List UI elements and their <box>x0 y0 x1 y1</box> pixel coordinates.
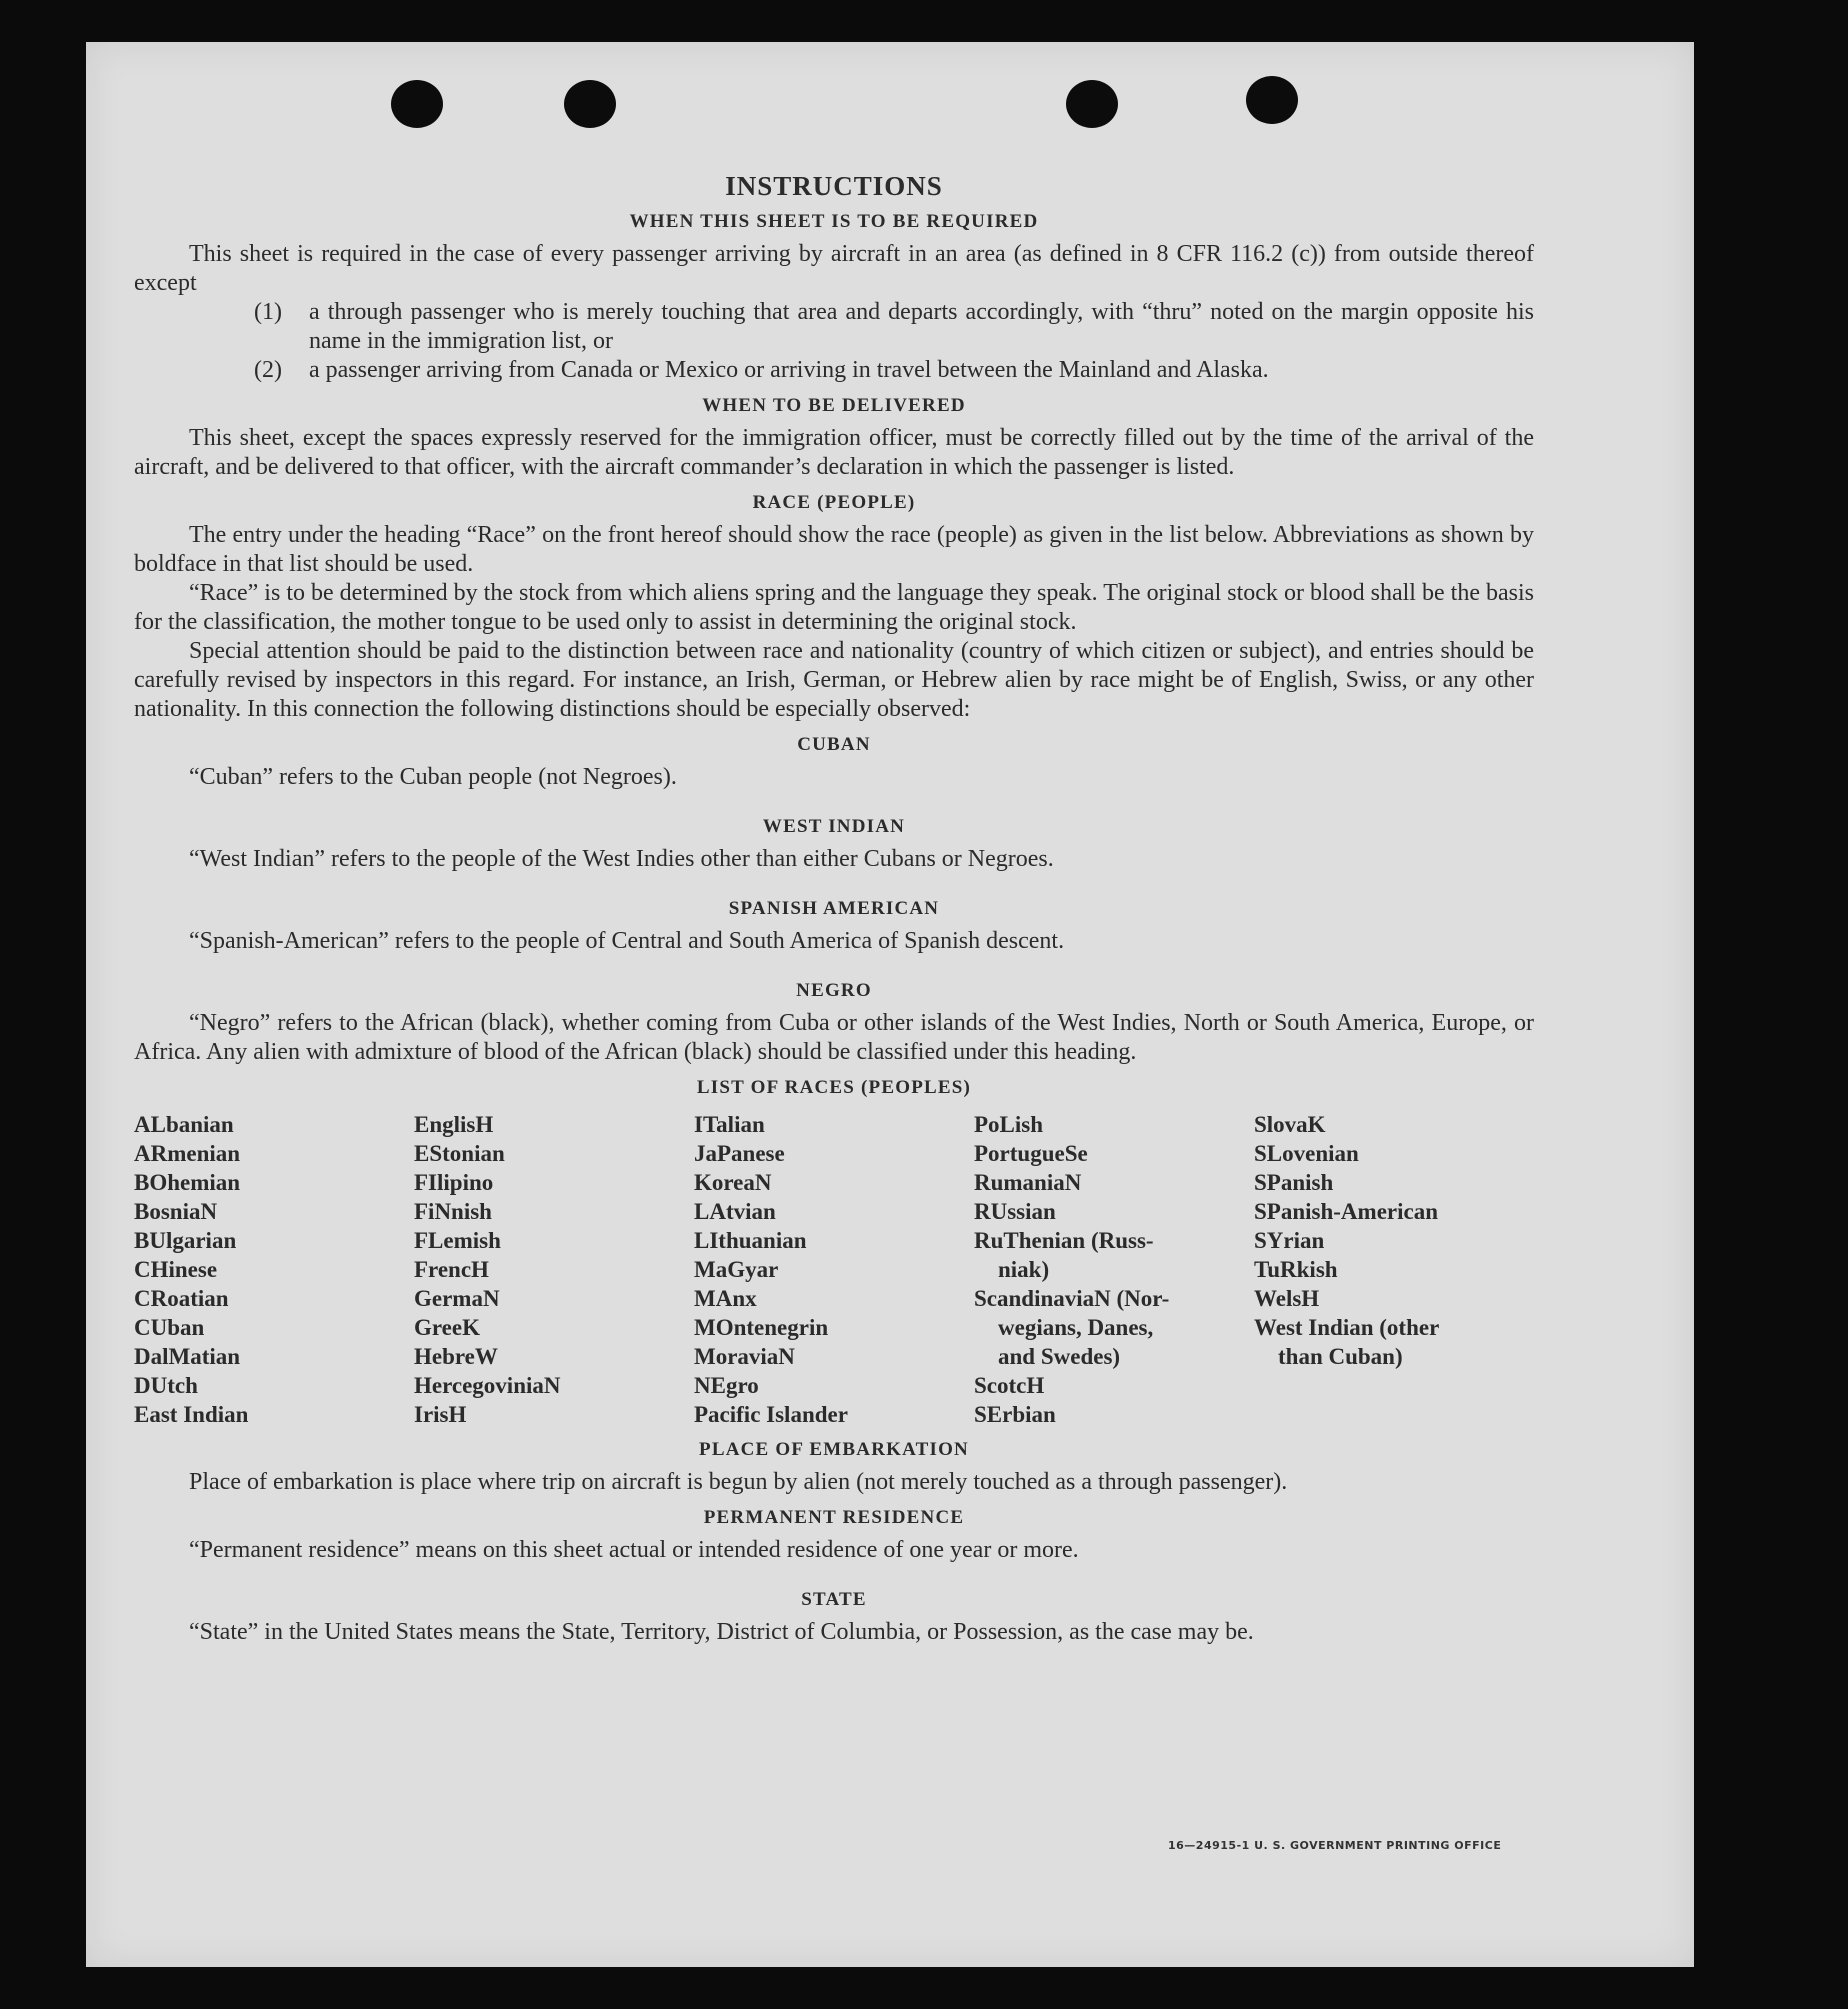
races-list <box>134 1110 1534 1429</box>
race-entry: MoraviaN <box>694 1344 795 1369</box>
race-entry-continuation: than Cuban) <box>1278 1344 1403 1369</box>
race-entry: ITalian <box>694 1112 765 1137</box>
punch-hole <box>1066 80 1118 128</box>
printing-office-code: 16—24915-1 U. S. GOVERNMENT PRINTING OFFICE <box>1168 1839 1502 1852</box>
race-entry: RumaniaN <box>974 1170 1082 1195</box>
race-entry: DUtch <box>134 1373 198 1398</box>
race-entry: TuRkish <box>1254 1257 1338 1282</box>
west-indian-text: “West Indian” refers to the people of the West Indies other than either Cubans or Negroes. <box>189 846 1054 872</box>
required-intro: This sheet is required in the case of every passenger arriving by aircraft in an area (as defined in 8 CFR 116.2 (c)) from outside thereof except <box>134 241 1534 296</box>
race-entry: FIlipino <box>414 1170 494 1195</box>
page-title: INSTRUCTIONS <box>725 171 943 201</box>
cuban-text: “Cuban” refers to the Cuban people (not Negroes). <box>189 764 677 790</box>
race-entry: CHinese <box>134 1257 218 1282</box>
race-entry: BOhemian <box>134 1170 241 1195</box>
state-text: “State” in the United States means the State, Territory, District of Columbia, or Possession, as the case may be. <box>189 1619 1254 1645</box>
race-entry-continuation: wegians, Danes, <box>998 1315 1154 1340</box>
race-entry: ARmenian <box>134 1141 241 1166</box>
section-heading-residence: PERMANENT RESIDENCE <box>703 1507 965 1528</box>
race-entry: ScandinaviaN (Nor- <box>974 1286 1170 1311</box>
punch-hole <box>1246 76 1298 124</box>
section-heading-embarkation: PLACE OF EMBARKATION <box>699 1439 969 1460</box>
races-column <box>1254 1110 1534 1429</box>
section-heading-cuban: CUBAN <box>797 734 871 755</box>
race-entry: KoreaN <box>694 1170 772 1195</box>
race-entry-continuation: niak) <box>998 1257 1050 1282</box>
race-entry: LIthuanian <box>694 1228 807 1253</box>
list-number: (1) <box>254 299 282 325</box>
section-heading-negro: NEGRO <box>796 980 872 1001</box>
race-entry: JaPanese <box>694 1141 785 1166</box>
race-entry: East Indian <box>134 1402 249 1427</box>
race-entry: FrencH <box>414 1257 489 1282</box>
race-entry: CUban <box>134 1315 205 1340</box>
race-entry: West Indian (other <box>1254 1315 1440 1340</box>
race-entry: FLemish <box>414 1228 501 1253</box>
race-entry: CRoatian <box>134 1286 229 1311</box>
required-exception-1 <box>254 298 1534 356</box>
punch-hole <box>391 80 443 128</box>
spanish-american-text: “Spanish-American” refers to the people of Central and South America of Spanish descent. <box>189 928 1065 954</box>
race-entry: PoLish <box>974 1112 1044 1137</box>
race-entry: IrisH <box>414 1402 467 1427</box>
race-entry: MAnx <box>694 1286 757 1311</box>
race-entry-continued <box>1254 1342 1534 1371</box>
race-entry: SLovenian <box>1254 1141 1359 1166</box>
race-paragraph-1: The entry under the heading “Race” on the front hereof should show the race (people) as given in the list below. Abbreviations as shown by boldface in that list should be used. <box>134 522 1534 577</box>
race-entry: SPanish <box>1254 1170 1334 1195</box>
section-heading-race: RACE (PEOPLE) <box>752 492 916 513</box>
document-page <box>86 42 1694 1967</box>
list-text: a through passenger who is merely touching that area and departs accordingly, with “thru” noted on the margin opposite his name in the immigration list, or <box>309 299 1534 354</box>
race-entry: WelsH <box>1254 1286 1320 1311</box>
race-entry: EStonian <box>414 1141 505 1166</box>
races-column <box>414 1110 694 1429</box>
races-column <box>974 1110 1254 1429</box>
race-entry: EnglisH <box>414 1112 494 1137</box>
race-entry: SPanish-American <box>1254 1199 1438 1224</box>
race-entry: BUlgarian <box>134 1228 237 1253</box>
race-entry: SErbian <box>974 1402 1056 1427</box>
residence-text: “Permanent residence” means on this sheet actual or intended residence of one year or more. <box>189 1537 1079 1563</box>
section-heading-required: WHEN THIS SHEET IS TO BE REQUIRED <box>629 211 1039 232</box>
race-entry: HebreW <box>414 1344 498 1369</box>
race-entry: ALbanian <box>134 1112 234 1137</box>
race-entry: RUssian <box>974 1199 1056 1224</box>
races-column <box>694 1110 974 1429</box>
race-entry: BosniaN <box>134 1199 218 1224</box>
section-heading-west-indian: WEST INDIAN <box>762 816 906 837</box>
instructions-content <box>134 172 1534 1647</box>
punch-hole <box>564 80 616 128</box>
section-heading-state: STATE <box>801 1589 867 1610</box>
race-entry-continued <box>974 1255 1254 1284</box>
race-entry: FiNnish <box>414 1199 492 1224</box>
race-entry: GermaN <box>414 1286 500 1311</box>
negro-text: “Negro” refers to the African (black), whether coming from Cuba or other islands of the West Indies, North or South America, Europe, or Africa. Any alien with admixture of blood of the African (black) should be classified under this heading. <box>134 1010 1534 1065</box>
race-entry: SlovaK <box>1254 1112 1326 1137</box>
race-entry: HercegoviniaN <box>414 1373 561 1398</box>
embarkation-text: Place of embarkation is place where trip on aircraft is begun by alien (not merely touched as a through passenger). <box>189 1469 1288 1495</box>
race-entry: GreeK <box>414 1315 480 1340</box>
race-entry: RuThenian (Russ- <box>974 1228 1154 1253</box>
race-entry-continued <box>974 1313 1254 1342</box>
list-number: (2) <box>254 357 282 383</box>
section-heading-spanish-american: SPANISH AMERICAN <box>728 898 940 919</box>
race-entry: Pacific Islander <box>694 1402 848 1427</box>
section-heading-delivered: WHEN TO BE DELIVERED <box>702 395 966 416</box>
races-column <box>134 1110 414 1429</box>
race-paragraph-3: Special attention should be paid to the distinction between race and nationality (country of which citizen or subject), and entries should be carefully revised by inspectors in this regard. For instance, an Irish, German, or Hebrew alien by race might be of English, Swiss, or any other nationality. In this connection the following distinctions should be especially observed: <box>134 638 1534 722</box>
race-entry: LAtvian <box>694 1199 776 1224</box>
required-exception-2 <box>254 356 1534 385</box>
race-entry: PortugueSe <box>974 1141 1088 1166</box>
race-entry-continued <box>974 1342 1254 1371</box>
race-entry: SYrian <box>1254 1228 1325 1253</box>
race-entry: MOntenegrin <box>694 1315 829 1340</box>
race-entry: ScotcH <box>974 1373 1045 1398</box>
race-entry: DalMatian <box>134 1344 241 1369</box>
race-entry-continuation: and Swedes) <box>998 1344 1121 1369</box>
list-text: a passenger arriving from Canada or Mexico or arriving in travel between the Mainland and Alaska. <box>309 357 1269 383</box>
race-entry: NEgro <box>694 1373 759 1398</box>
delivered-text: This sheet, except the spaces expressly reserved for the immigration officer, must be correctly filled out by the time of the arrival of the aircraft, and be delivered to that officer, with the aircraft commander’s declaration in which the passenger is listed. <box>134 425 1534 480</box>
race-paragraph-2: “Race” is to be determined by the stock from which aliens spring and the language they speak. The original stock or blood shall be the basis for the classification, the mother tongue to be used only to assist in determining the original stock. <box>134 580 1534 635</box>
section-heading-races-list: LIST OF RACES (PEOPLES) <box>696 1077 972 1098</box>
race-entry: MaGyar <box>694 1257 779 1282</box>
